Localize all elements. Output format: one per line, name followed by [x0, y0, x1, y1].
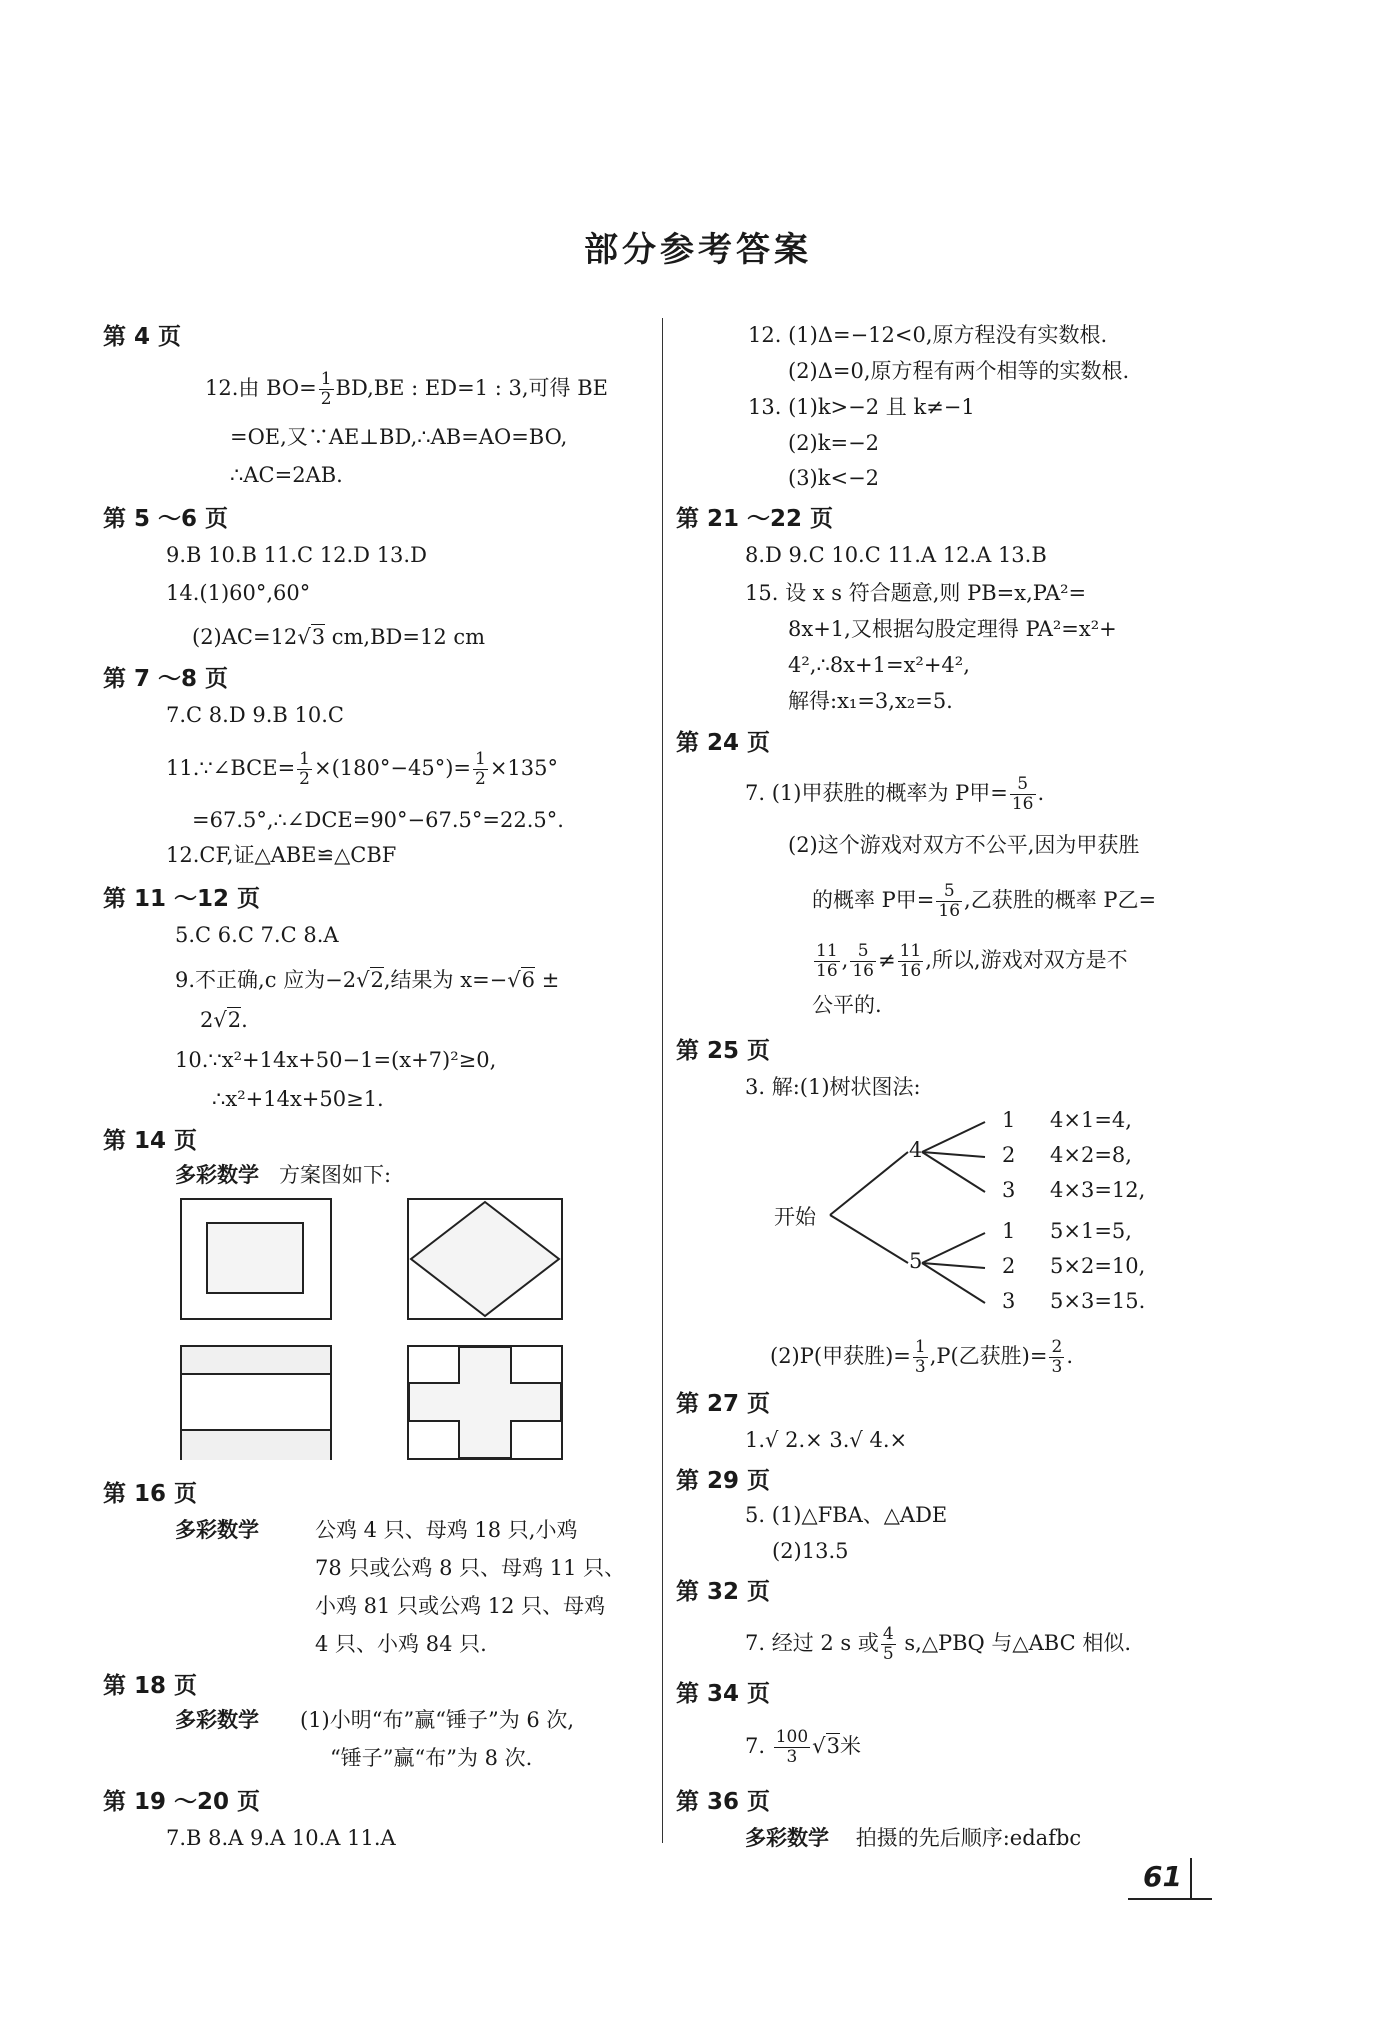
page-number: 61: [1143, 1860, 1182, 1893]
tree-leaf: 2: [1002, 1143, 1016, 1167]
answer-line: 4²,∴8x+1=x²+4²,: [788, 653, 970, 677]
fraction: $\frac{1}{3}$: [914, 1337, 926, 1377]
answer-line: 13. (1)k>−2 且 k≠−1: [748, 395, 975, 419]
colorful-math-label: 多彩数学: [745, 1826, 829, 1850]
answer-line: 7. (1)甲获胜的概率为 P甲= $\frac{5}{16}$ .: [745, 774, 1045, 814]
fraction: $\frac{2}{3}$: [1051, 1337, 1063, 1377]
tree-leaf: 3: [1002, 1178, 1016, 1202]
tree-leaf: 2: [1002, 1254, 1016, 1278]
answer-line: 9.B 10.B 11.C 12.D 13.D: [166, 543, 427, 567]
plan-diagram-diamond: [407, 1198, 563, 1320]
fraction: $\frac{5}{16}$: [852, 941, 874, 981]
answer-line: 小鸡 81 只或公鸡 12 只、母鸡: [315, 1594, 606, 1618]
tree-node: 5: [909, 1249, 923, 1273]
section-heading-p11: 第 11 ～12 页: [103, 886, 261, 912]
answer-line: (2)这个游戏对双方不公平,因为甲获胜: [788, 833, 1140, 857]
answer-line: (2)k=−2: [788, 431, 880, 455]
colorful-math-label: 多彩数学: [175, 1163, 259, 1187]
answer-line: 公鸡 4 只、母鸡 18 只,小鸡: [315, 1518, 578, 1542]
tree-leaf: 1: [1002, 1219, 1016, 1243]
answer-line: 3. 解:(1)树状图法:: [745, 1075, 921, 1099]
answer-line: 解得:x₁=3,x₂=5.: [788, 689, 953, 713]
answer-line: (2)P(甲获胜)= $\frac{1}{3}$ ,P(乙获胜)= $\frac{2}{3}$ .: [770, 1337, 1073, 1377]
section-heading-p21: 第 21 ～22 页: [676, 506, 834, 532]
section-heading-p14: 第 14 页: [103, 1128, 198, 1154]
answer-line: 10.∵x²+14x+50−1=(x+7)²≥0,: [175, 1048, 497, 1072]
tree-node: 4: [909, 1138, 923, 1162]
plan-diagram-cross: [407, 1345, 563, 1460]
section-heading-p18: 第 18 页: [103, 1673, 198, 1699]
fraction: $\frac{5}{16}$: [938, 881, 961, 921]
answer-line: 7.B 8.A 9.A 10.A 11.A: [166, 1826, 396, 1850]
answer-line: 多彩数学 拍摄的先后顺序:edafbc: [745, 1826, 1082, 1850]
answer-line: 12. (1)Δ=−12<0,原方程没有实数根.: [748, 323, 1108, 347]
section-heading-p24: 第 24 页: [676, 730, 771, 756]
answer-line: =67.5°,∴∠DCE=90°−67.5°=22.5°.: [192, 808, 564, 832]
fraction: $\frac{5}{16}$: [1011, 774, 1034, 814]
section-heading-p36: 第 36 页: [676, 1789, 771, 1815]
diamond-shape: [409, 1200, 561, 1318]
fraction: $\frac{11}{16}$: [899, 941, 922, 981]
answer-line: 5. (1)△FBA、△ADE: [745, 1503, 948, 1527]
answer-line: 的概率 P甲= $\frac{5}{16}$ ,乙获胜的概率 P乙=: [812, 881, 1157, 921]
answer-line: 多彩数学 方案图如下:: [175, 1163, 392, 1187]
answer-line: 11.∵∠BCE= $\frac{1}{2}$ ×(180°−45°)= $\frac{1}{2}$ ×135°: [166, 749, 558, 789]
answer-line: 12.由 BO= $\frac{1}{2}$ BD,BE : ED=1 : 3,可得 BE: [205, 369, 608, 409]
answer-line: ∴x²+14x+50≥1.: [212, 1087, 384, 1111]
plan-diagram-stripes: [180, 1345, 332, 1460]
tree-result: 5×3=15.: [1050, 1289, 1146, 1313]
tree-result: 4×3=12,: [1050, 1178, 1146, 1202]
answer-line: (2)AC=12√3 cm,BD=12 cm: [192, 625, 486, 649]
plan-diagram-rect-in-rect: [180, 1198, 332, 1320]
answer-line: =OE,又∵AE⊥BD,∴AB=AO=BO,: [230, 425, 568, 449]
answer-line: 78 只或公鸡 8 只、母鸡 11 只、: [315, 1556, 626, 1580]
answer-line: $\frac{11}{16}$ , $\frac{5}{16}$ ≠ $\frac{11}{16}$ ,所以,游戏对双方是不: [816, 941, 1128, 981]
colorful-math-label: 多彩数学: [175, 1708, 259, 1732]
section-heading-p34: 第 34 页: [676, 1681, 771, 1707]
answer-line: 8x+1,又根据勾股定理得 PA²=x²+: [788, 617, 1117, 641]
answer-line: (3)k<−2: [788, 466, 880, 490]
page-number-mark: [1190, 1858, 1192, 1898]
cross-shape: [409, 1347, 561, 1458]
answer-line: “锤子”赢“布”为 8 次.: [330, 1746, 533, 1770]
column-divider: [662, 318, 663, 1843]
answer-line: 1.√ 2.× 3.√ 4.×: [745, 1428, 908, 1452]
section-heading-p29: 第 29 页: [676, 1468, 771, 1494]
answer-line: (2)Δ=0,原方程有两个相等的实数根.: [788, 359, 1130, 383]
section-heading-p25: 第 25 页: [676, 1038, 771, 1064]
section-heading-p32: 第 32 页: [676, 1579, 771, 1605]
tree-root: 开始: [774, 1205, 816, 1229]
section-heading-p4: 第 4 页: [103, 324, 182, 350]
page-title: 部分参考答案: [584, 230, 812, 270]
section-heading-p19: 第 19 ～20 页: [103, 1789, 261, 1815]
answer-line: 4 只、小鸡 84 只.: [315, 1632, 487, 1656]
tree-result: 4×1=4,: [1050, 1108, 1132, 1132]
answer-line: 5.C 6.C 7.C 8.A: [175, 923, 339, 947]
fraction: $\frac{1}{2}$: [474, 749, 486, 789]
answer-line: 15. 设 x s 符合题意,则 PB=x,PA²=: [745, 581, 1087, 605]
fraction: $\frac{4}{5}$: [882, 1624, 894, 1664]
answer-line: (1)小明“布”赢“锤子”为 6 次,: [300, 1708, 575, 1732]
colorful-math-label: 多彩数学: [175, 1518, 259, 1542]
answer-line: 7. $\frac{100}{3}$ √3米: [745, 1727, 861, 1767]
answer-line: (2)13.5: [772, 1539, 849, 1563]
tree-leaf: 3: [1002, 1289, 1016, 1313]
tree-result: 5×2=10,: [1050, 1254, 1146, 1278]
section-heading-p16: 第 16 页: [103, 1481, 198, 1507]
fraction: $\frac{11}{16}$: [816, 941, 838, 981]
section-heading-p27: 第 27 页: [676, 1391, 771, 1417]
fraction: $\frac{100}{3}$: [775, 1727, 809, 1767]
fraction: $\frac{1}{2}$: [299, 749, 310, 789]
fraction: $\frac{1}{2}$: [320, 369, 332, 409]
answer-line: 9.不正确,c 应为−2√2,结果为 x=−√6 ±: [175, 968, 560, 992]
answer-line: 12.CF,证△ABE≌△CBF: [166, 843, 397, 867]
answer-line: 14.(1)60°,60°: [166, 581, 311, 605]
answer-line: 2√2.: [200, 1008, 248, 1032]
section-heading-p5: 第 5 ～6 页: [103, 506, 229, 532]
tree-leaf: 1: [1002, 1108, 1016, 1132]
answer-line: 8.D 9.C 10.C 11.A 12.A 13.B: [745, 543, 1047, 567]
answer-line: 公平的.: [812, 993, 882, 1017]
answer-line: ∴AC=2AB.: [230, 463, 343, 487]
answer-line: 7. 经过 2 s 或 $\frac{4}{5}$ s,△PBQ 与△ABC 相似.: [745, 1624, 1131, 1664]
tree-result: 4×2=8,: [1050, 1143, 1132, 1167]
tree-result: 5×1=5,: [1050, 1219, 1132, 1243]
page-number-rule: [1128, 1898, 1212, 1900]
section-heading-p7: 第 7 ～8 页: [103, 666, 229, 692]
answer-line: 7.C 8.D 9.B 10.C: [166, 703, 344, 727]
